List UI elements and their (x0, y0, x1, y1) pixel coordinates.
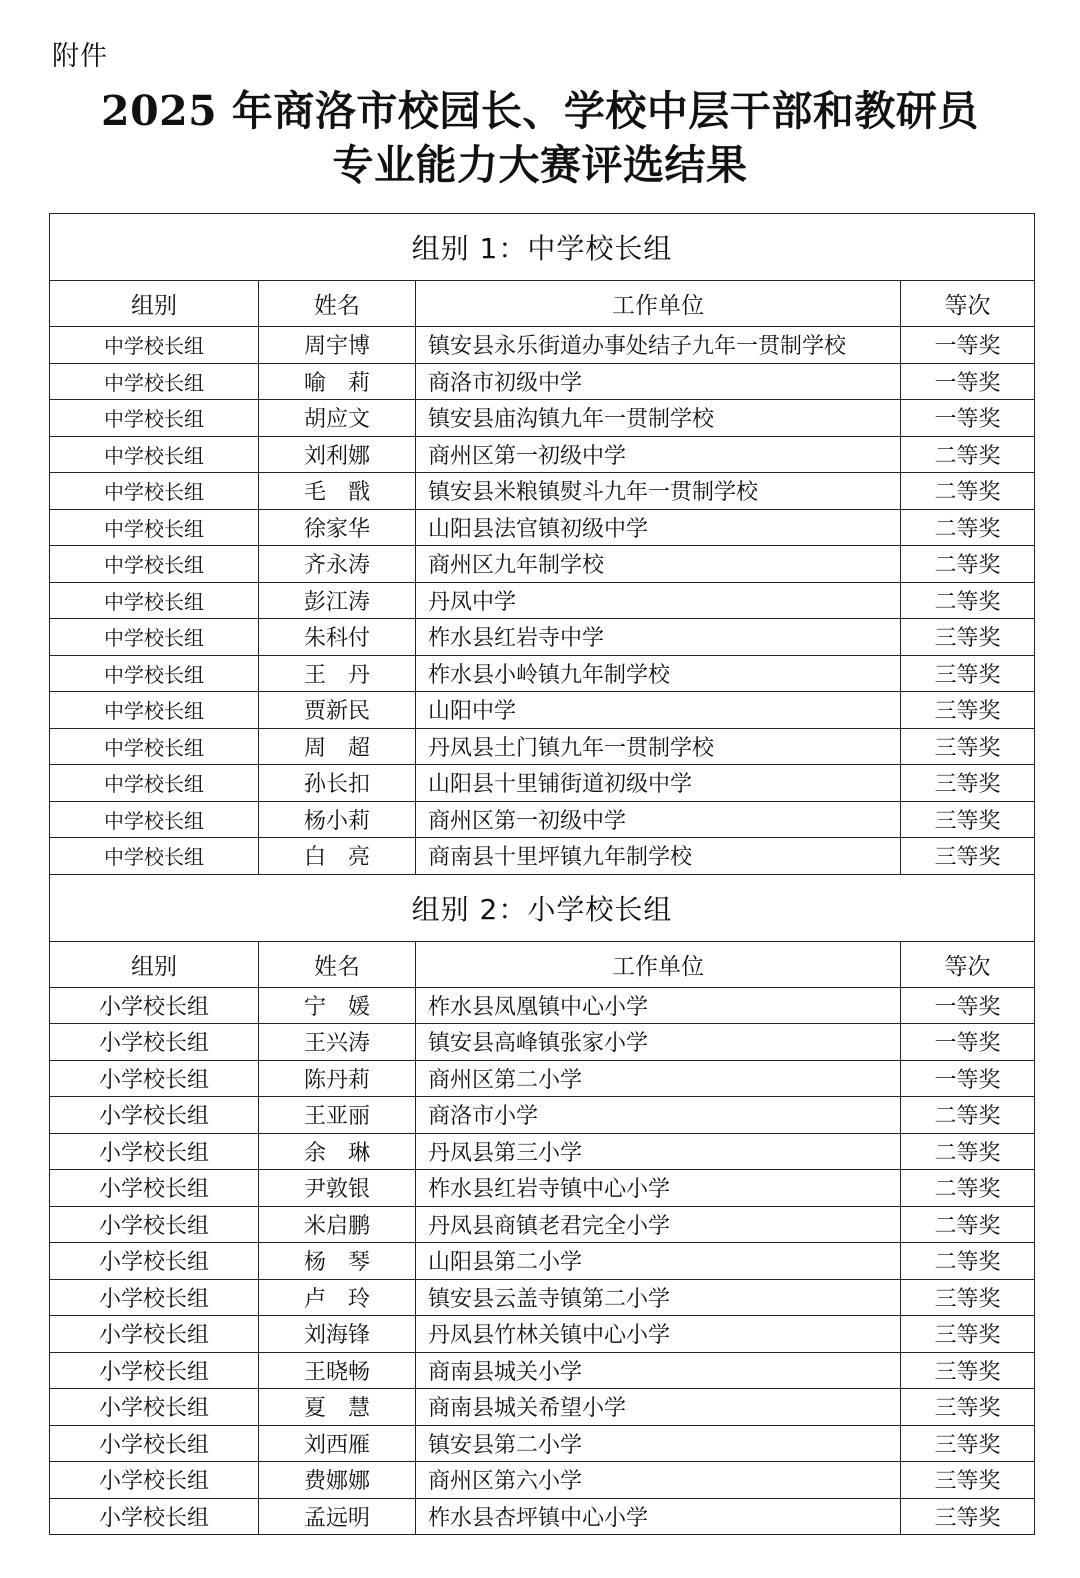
group-cell: 小学校长组 (50, 1279, 259, 1316)
work-unit-cell: 丹凤县土门镇九年一贯制学校 (416, 728, 901, 765)
name-cell: 朱科付 (259, 619, 416, 656)
group-title-row (50, 214, 1035, 281)
group-cell: 中学校长组 (50, 765, 259, 802)
award-cell: 三等奖 (901, 1498, 1035, 1535)
work-unit-cell: 山阳中学 (416, 692, 901, 729)
award-cell: 二等奖 (901, 1097, 1035, 1134)
name-cell: 米启鹏 (259, 1206, 416, 1243)
name-cell: 孙长扣 (259, 765, 416, 802)
table-row (50, 400, 1035, 437)
table-row (50, 1133, 1035, 1170)
column-header: 等次 (901, 941, 1035, 987)
work-unit-cell: 镇安县第二小学 (416, 1425, 901, 1462)
award-cell: 三等奖 (901, 1352, 1035, 1389)
table-row (50, 1243, 1035, 1280)
name-cell: 王亚丽 (259, 1097, 416, 1134)
name-cell: 夏 慧 (259, 1389, 416, 1426)
award-cell: 二等奖 (901, 582, 1035, 619)
award-cell: 二等奖 (901, 546, 1035, 583)
table-row (50, 1279, 1035, 1316)
group-cell: 中学校长组 (50, 838, 259, 875)
work-unit-cell: 镇安县高峰镇张家小学 (416, 1024, 901, 1061)
results-table (49, 213, 1035, 1535)
table-row (50, 546, 1035, 583)
name-cell: 余 琳 (259, 1133, 416, 1170)
table-row (50, 436, 1035, 473)
column-header-row (50, 941, 1035, 987)
work-unit-cell: 山阳县法官镇初级中学 (416, 509, 901, 546)
name-cell: 王 丹 (259, 655, 416, 692)
work-unit-cell: 镇安县米粮镇熨斗九年一贯制学校 (416, 473, 901, 510)
table-row (50, 728, 1035, 765)
work-unit-cell: 商南县城关希望小学 (416, 1389, 901, 1426)
work-unit-cell: 商州区第一初级中学 (416, 801, 901, 838)
name-cell: 杨小莉 (259, 801, 416, 838)
group-cell: 小学校长组 (50, 1243, 259, 1280)
table-row (50, 801, 1035, 838)
table-row (50, 363, 1035, 400)
table-row (50, 1389, 1035, 1426)
column-header: 组别 (50, 281, 259, 327)
group-title: 组别 1：中学校长组 (50, 214, 1035, 281)
work-unit-cell: 丹凤县竹林关镇中心小学 (416, 1316, 901, 1353)
table-row (50, 1060, 1035, 1097)
column-header: 组别 (50, 941, 259, 987)
group-cell: 中学校长组 (50, 692, 259, 729)
group-title: 组别 2：小学校长组 (50, 874, 1035, 941)
award-cell: 一等奖 (901, 987, 1035, 1024)
award-cell: 二等奖 (901, 436, 1035, 473)
award-cell: 一等奖 (901, 1024, 1035, 1061)
group-cell: 小学校长组 (50, 1389, 259, 1426)
award-cell: 二等奖 (901, 1170, 1035, 1207)
group-cell: 小学校长组 (50, 987, 259, 1024)
name-cell: 刘海锋 (259, 1316, 416, 1353)
name-cell: 刘利娜 (259, 436, 416, 473)
work-unit-cell: 商南县十里坪镇九年制学校 (416, 838, 901, 875)
group-cell: 中学校长组 (50, 436, 259, 473)
name-cell: 白 亮 (259, 838, 416, 875)
name-cell: 王兴涛 (259, 1024, 416, 1061)
work-unit-cell: 柞水县凤凰镇中心小学 (416, 987, 901, 1024)
name-cell: 周宇博 (259, 327, 416, 364)
group-cell: 中学校长组 (50, 728, 259, 765)
table-row (50, 1206, 1035, 1243)
group-cell: 小学校长组 (50, 1133, 259, 1170)
name-cell: 尹敦银 (259, 1170, 416, 1207)
table-row (50, 327, 1035, 364)
group-cell: 小学校长组 (50, 1425, 259, 1462)
document-title-line2: 专业能力大赛评选结果 (332, 141, 748, 189)
work-unit-cell: 丹凤县商镇老君完全小学 (416, 1206, 901, 1243)
award-cell: 三等奖 (901, 728, 1035, 765)
group-cell: 小学校长组 (50, 1352, 259, 1389)
name-cell: 费娜娜 (259, 1462, 416, 1499)
award-cell: 三等奖 (901, 1316, 1035, 1353)
name-cell: 杨 琴 (259, 1243, 416, 1280)
name-cell: 宁 媛 (259, 987, 416, 1024)
table-row (50, 1097, 1035, 1134)
name-cell: 贾新民 (259, 692, 416, 729)
award-cell: 二等奖 (901, 1206, 1035, 1243)
work-unit-cell: 柞水县杏坪镇中心小学 (416, 1498, 901, 1535)
group-title-row (50, 874, 1035, 941)
name-cell: 周 超 (259, 728, 416, 765)
work-unit-cell: 丹凤县第三小学 (416, 1133, 901, 1170)
name-cell: 卢 玲 (259, 1279, 416, 1316)
name-cell: 喻 莉 (259, 363, 416, 400)
award-cell: 二等奖 (901, 1243, 1035, 1280)
table-row (50, 1425, 1035, 1462)
name-cell: 彭江涛 (259, 582, 416, 619)
award-cell: 三等奖 (901, 801, 1035, 838)
table-row (50, 838, 1035, 875)
group-cell: 中学校长组 (50, 363, 259, 400)
award-cell: 三等奖 (901, 692, 1035, 729)
work-unit-cell: 镇安县庙沟镇九年一贯制学校 (416, 400, 901, 437)
table-row (50, 1170, 1035, 1207)
table-row (50, 1024, 1035, 1061)
group-cell: 中学校长组 (50, 546, 259, 583)
group-cell: 小学校长组 (50, 1498, 259, 1535)
group-cell: 小学校长组 (50, 1206, 259, 1243)
work-unit-cell: 商州区第二小学 (416, 1060, 901, 1097)
work-unit-cell: 镇安县云盖寺镇第二小学 (416, 1279, 901, 1316)
group-cell: 中学校长组 (50, 327, 259, 364)
name-cell: 王晓畅 (259, 1352, 416, 1389)
column-header: 工作单位 (416, 941, 901, 987)
column-header: 姓名 (259, 281, 416, 327)
group-cell: 中学校长组 (50, 582, 259, 619)
table-row (50, 582, 1035, 619)
table-row (50, 987, 1035, 1024)
name-cell: 毛 戬 (259, 473, 416, 510)
group-cell: 小学校长组 (50, 1024, 259, 1061)
award-cell: 三等奖 (901, 1389, 1035, 1426)
award-cell: 三等奖 (901, 765, 1035, 802)
work-unit-cell: 商洛市初级中学 (416, 363, 901, 400)
award-cell: 三等奖 (901, 1425, 1035, 1462)
table-row (50, 509, 1035, 546)
award-cell: 二等奖 (901, 473, 1035, 510)
work-unit-cell: 商州区九年制学校 (416, 546, 901, 583)
group-cell: 中学校长组 (50, 400, 259, 437)
group-cell: 小学校长组 (50, 1060, 259, 1097)
table-row (50, 473, 1035, 510)
name-cell: 徐家华 (259, 509, 416, 546)
work-unit-cell: 丹凤中学 (416, 582, 901, 619)
table-row (50, 1462, 1035, 1499)
work-unit-cell: 柞水县小岭镇九年制学校 (416, 655, 901, 692)
group-cell: 中学校长组 (50, 509, 259, 546)
column-header-row (50, 281, 1035, 327)
document-title-line1: 2025 年商洛市校园长、学校中层干部和教研员 (101, 87, 979, 135)
column-header: 等次 (901, 281, 1035, 327)
work-unit-cell: 商洛市小学 (416, 1097, 901, 1134)
table-row (50, 765, 1035, 802)
work-unit-cell: 商南县城关小学 (416, 1352, 901, 1389)
group-cell: 中学校长组 (50, 619, 259, 656)
work-unit-cell: 柞水县红岩寺镇中心小学 (416, 1170, 901, 1207)
table-row (50, 692, 1035, 729)
work-unit-cell: 商州区第六小学 (416, 1462, 901, 1499)
work-unit-cell: 镇安县永乐街道办事处结子九年一贯制学校 (416, 327, 901, 364)
award-cell: 三等奖 (901, 619, 1035, 656)
column-header: 工作单位 (416, 281, 901, 327)
award-cell: 三等奖 (901, 655, 1035, 692)
name-cell: 刘西雁 (259, 1425, 416, 1462)
table-row (50, 655, 1035, 692)
work-unit-cell: 商州区第一初级中学 (416, 436, 901, 473)
award-cell: 一等奖 (901, 363, 1035, 400)
award-cell: 一等奖 (901, 1060, 1035, 1097)
attachment-label: 附件 (52, 41, 108, 72)
name-cell: 齐永涛 (259, 546, 416, 583)
group-cell: 中学校长组 (50, 655, 259, 692)
work-unit-cell: 山阳县第二小学 (416, 1243, 901, 1280)
table-row (50, 1316, 1035, 1353)
award-cell: 二等奖 (901, 509, 1035, 546)
award-cell: 二等奖 (901, 1133, 1035, 1170)
column-header: 姓名 (259, 941, 416, 987)
work-unit-cell: 山阳县十里铺街道初级中学 (416, 765, 901, 802)
name-cell: 孟远明 (259, 1498, 416, 1535)
award-cell: 一等奖 (901, 400, 1035, 437)
award-cell: 一等奖 (901, 327, 1035, 364)
work-unit-cell: 柞水县红岩寺中学 (416, 619, 901, 656)
award-cell: 三等奖 (901, 1279, 1035, 1316)
name-cell: 陈丹莉 (259, 1060, 416, 1097)
group-cell: 小学校长组 (50, 1316, 259, 1353)
table-row (50, 619, 1035, 656)
group-cell: 小学校长组 (50, 1170, 259, 1207)
group-cell: 中学校长组 (50, 801, 259, 838)
name-cell: 胡应文 (259, 400, 416, 437)
award-cell: 三等奖 (901, 1462, 1035, 1499)
group-cell: 小学校长组 (50, 1097, 259, 1134)
group-cell: 小学校长组 (50, 1462, 259, 1499)
award-cell: 三等奖 (901, 838, 1035, 875)
group-cell: 中学校长组 (50, 473, 259, 510)
table-row (50, 1498, 1035, 1535)
table-row (50, 1352, 1035, 1389)
